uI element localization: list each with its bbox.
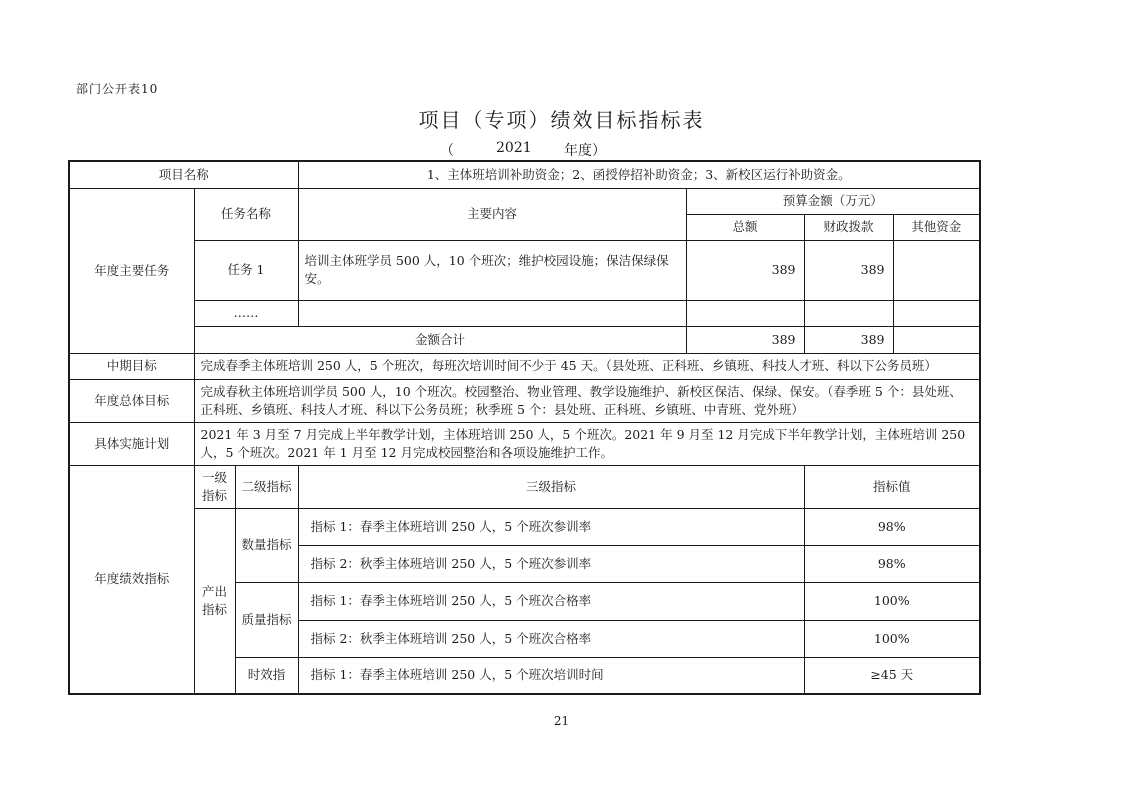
col-other: 其他资金: [893, 214, 980, 240]
level2-quality: 质量指标: [235, 582, 298, 657]
indicator-text: 指标 2：秋季主体班培训 250 人，5 个班次参训率: [298, 545, 804, 582]
year-suffix: 年度）: [564, 143, 606, 159]
col-task-name: 任务名称: [194, 188, 298, 240]
document-title: 项目（专项）绩效目标指标表: [418, 108, 705, 132]
task-total: 389: [686, 240, 804, 300]
col-indicator-value: 指标值: [804, 465, 980, 508]
indicator-value: ≥45 天: [804, 657, 980, 694]
task-other: [893, 240, 980, 300]
task-other: [893, 300, 980, 326]
task-content: 培训主体班学员 500 人，10 个班次；维护校园设施；保洁保绿保安。: [298, 240, 686, 300]
col-budget-header: 预算金额（万元）: [686, 188, 980, 214]
task-name: ……: [194, 300, 298, 326]
sum-label: 金额合计: [194, 326, 686, 353]
sum-fiscal: 389: [804, 326, 893, 353]
project-name-value: 1、主体班培训补助资金；2、函授停招补助资金；3、新校区运行补助资金。: [298, 161, 980, 188]
annual-goal-label: 年度总体目标: [69, 379, 194, 422]
indicator-text: 指标 2：秋季主体班培训 250 人，5 个班次合格率: [298, 620, 804, 657]
page-number: 21: [553, 714, 570, 728]
annual-goal-value: 完成春秋主体班培训学员 500 人，10 个班次。校园整治、物业管理、教学设施维护、新校区保洁、保绿、保安。（春季班 5 个：县处班、正科班、乡镇班、科技人才班、科以下公务员班；秋季班 5 个：县处班、正科班、乡镇班、中青班、党外班）: [194, 379, 980, 422]
project-name-label: 项目名称: [69, 161, 298, 188]
sum-total: 389: [686, 326, 804, 353]
col-level1: 一级指标: [194, 465, 235, 508]
year-value: 2021: [496, 140, 532, 156]
task-name: 任务 1: [194, 240, 298, 300]
department-label: 部门公开表10: [76, 82, 159, 96]
annual-tasks-label: 年度主要任务: [69, 188, 194, 353]
indicator-value: 100%: [804, 582, 980, 620]
midterm-goal-label: 中期目标: [69, 353, 194, 379]
implementation-plan-label: 具体实施计划: [69, 422, 194, 465]
col-level2: 二级指标: [235, 465, 298, 508]
indicator-value: 98%: [804, 545, 980, 582]
indicator-text: 指标 1：春季主体班培训 250 人，5 个班次参训率: [298, 508, 804, 545]
level1-output: 产出指标: [194, 508, 235, 694]
col-total: 总额: [686, 214, 804, 240]
implementation-plan-value: 2021 年 3 月至 7 月完成上半年教学计划，主体班培训 250 人，5 个班次。2021 年 9 月至 12 月完成下半年教学计划，主体班培训 250 人，5 个班次。2021 年 1 月至 12 月完成校园整治和各项设施维护工作。: [194, 422, 980, 465]
col-level3: 三级指标: [298, 465, 804, 508]
level2-quantity: 数量指标: [235, 508, 298, 582]
annual-indicators-label: 年度绩效指标: [69, 465, 194, 694]
level2-timeliness: 时效指: [235, 657, 298, 694]
sum-other: [893, 326, 980, 353]
indicator-text: 指标 1：春季主体班培训 250 人，5 个班次培训时间: [298, 657, 804, 694]
col-fiscal: 财政拨款: [804, 214, 893, 240]
indicator-value: 98%: [804, 508, 980, 545]
indicator-value: 100%: [804, 620, 980, 657]
col-main-content: 主要内容: [298, 188, 686, 240]
performance-target-table: [68, 160, 981, 695]
task-content: [298, 300, 686, 326]
year-open-paren: （: [440, 143, 454, 159]
task-total: [686, 300, 804, 326]
task-fiscal: [804, 300, 893, 326]
indicator-text: 指标 1：春季主体班培训 250 人，5 个班次合格率: [298, 582, 804, 620]
midterm-goal-value: 完成春季主体班培训 250 人，5 个班次，每班次培训时间不少于 45 天。（县处班、正科班、乡镇班、科技人才班、科以下公务员班）: [194, 353, 980, 379]
task-fiscal: 389: [804, 240, 893, 300]
